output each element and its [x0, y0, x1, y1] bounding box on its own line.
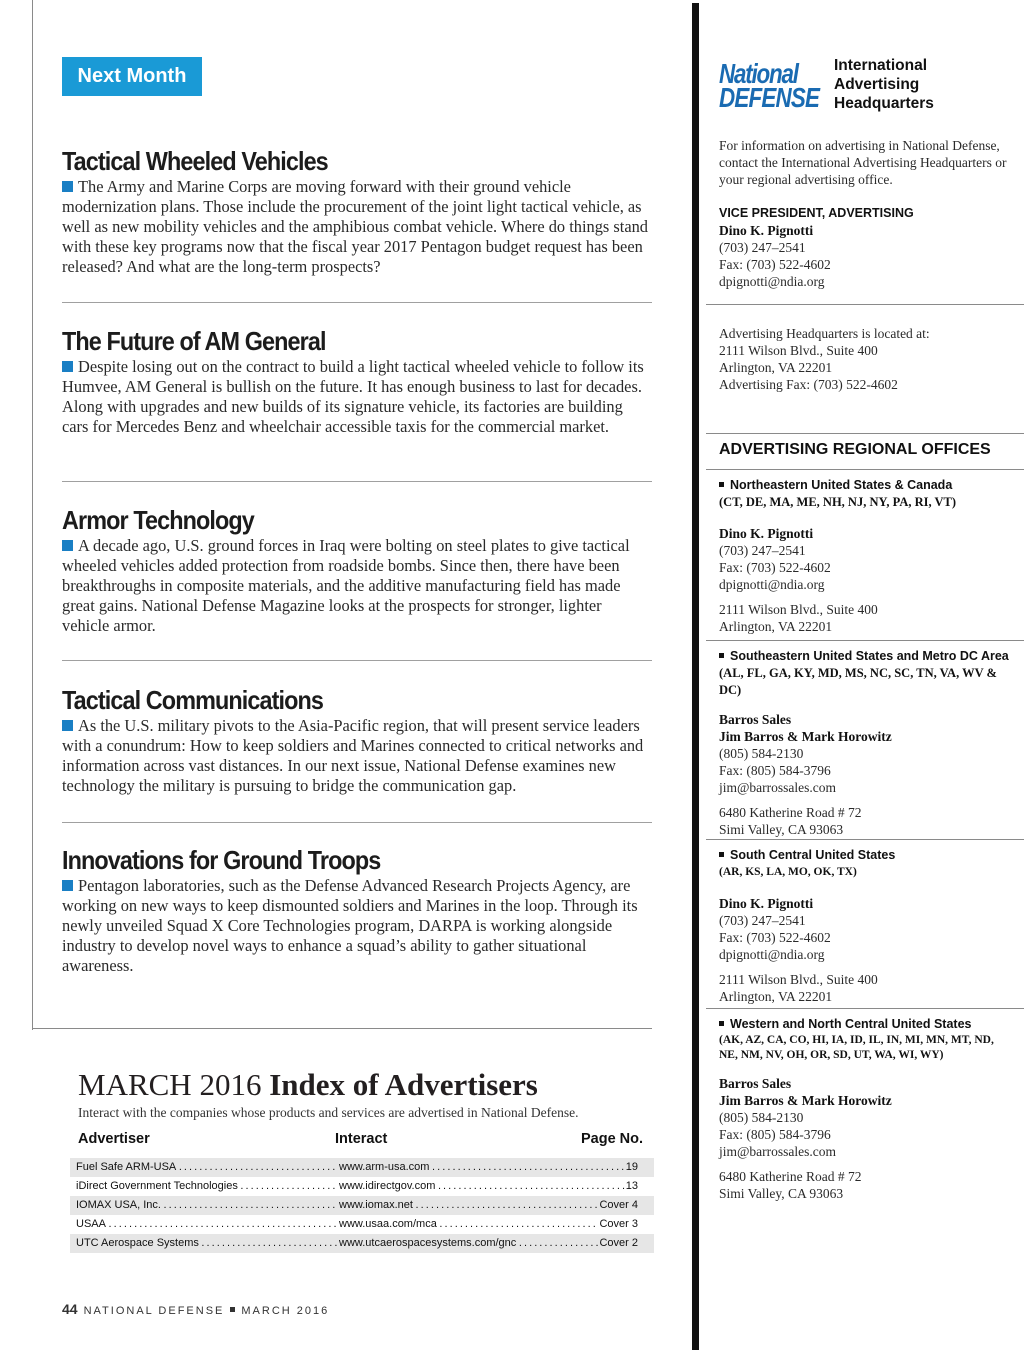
- article-armor-technology: [62, 505, 652, 636]
- advertiser-name: iDirect Government Technologies . . .: [76, 1177, 338, 1196]
- advertising-intro: For information on advertising in National Defense, contact the International Advertising Headquarters or your regional advertising office.: [719, 138, 1007, 187]
- folio-publication: NATIONAL DEFENSE: [83, 1305, 225, 1317]
- table-row: [70, 1177, 654, 1196]
- bullet-square-icon: [719, 852, 724, 857]
- article-body: A decade ago, U.S. ground forces in Iraq were bolting on steel plates to give tactical wheeled vehicles added protection from roadside bombs. Since then, there have been breakthroughs in composite materials, and the additive manufacturing field has made great gains. National Defense Magazine looks at the prospects for stronger, lighter vehicle armor.: [62, 536, 630, 635]
- region-email-link[interactable]: jim@barrossales.com: [719, 1144, 837, 1159]
- article-title: The Future of AM General: [62, 326, 326, 356]
- header-interact: Interact: [335, 1131, 388, 1147]
- bullet-square-icon: [719, 482, 724, 487]
- vp-email-link[interactable]: dpignotti@ndia.org: [719, 274, 825, 289]
- advertiser-link[interactable]: www.iomax.net . . .: [339, 1196, 637, 1215]
- index-title: MARCH 2016 Index of Advertisers: [78, 1067, 538, 1102]
- article-divider: [62, 660, 652, 661]
- sidebar-divider: [706, 469, 1024, 470]
- vp-contact: VICE PRESIDENT, ADVERTISING Dino K. Pignotti (703) 247–2541 Fax: (703) 522-4602 dpignotti@ndia.org: [719, 205, 1009, 290]
- bullet-square-icon: [62, 720, 73, 731]
- page-number: Cover 2: [598, 1234, 638, 1253]
- hq-heading: International Advertising Headquarters: [834, 57, 934, 112]
- region-email-link[interactable]: dpignotti@ndia.org: [719, 577, 825, 592]
- article-tactical-communications: [62, 685, 652, 796]
- page-folio: [62, 1301, 329, 1317]
- article-body: As the U.S. military pivots to the Asia-Pacific region, that will present service leaders with a conundrum: How to keep soldiers and Marines connected to critical networks and information across vast distances. In our next issue, National Defense examines new technology the military is pursuing to bridge the communication gap.: [62, 716, 644, 795]
- table-row: [70, 1234, 654, 1253]
- advertiser-link[interactable]: www.utcaerospacesystems.com/gnc . . .: [339, 1234, 637, 1253]
- page-number: Cover 3: [598, 1215, 638, 1234]
- sidebar-divider: [706, 433, 1024, 434]
- region-southeast: Southeastern United States and Metro DC Area (AL, FL, GA, KY, MD, MS, NC, SC, TN, VA, WV & DC) Barros Sales Jim Barros & Mark Horowitz (805) 584-2130 Fax: (805) 584-3796 jim@barrossales.com 6480 Katherine Road # 72 Simi Valley, CA 93063: [719, 649, 1009, 837]
- article-tactical-wheeled-vehicles: [62, 146, 652, 277]
- sidebar-divider: [706, 640, 1024, 641]
- region-northeast: Northeastern United States & Canada (CT, DE, MA, ME, NH, NJ, NY, PA, RI, VT) Dino K. Pignotti (703) 247–2541 Fax: (703) 522-4602 dpignotti@ndia.org 2111 Wilson Blvd., Suite 400 Arlington, VA 22201: [719, 477, 1009, 635]
- bullet-square-icon: [719, 653, 724, 658]
- header-page-no: Page No.: [581, 1131, 644, 1147]
- region-western: Western and North Central United States (AK, AZ, CA, CO, HI, IA, ID, IL, IN, MI, MN, MT, ND, NE, NM, NV, OH, OR, SD, UT, WA, WI, WY) Barros Sales Jim Barros & Mark Horowitz (805) 584-2130 Fax: (805) 584-3796 jim@barrossales.com 6480 Katherine Road # 72 Simi Valley, CA 93063: [719, 1016, 1009, 1202]
- article-divider: [62, 481, 652, 482]
- article-title: Armor Technology: [62, 505, 254, 535]
- bullet-square-icon: [62, 880, 73, 891]
- page-number: 13: [625, 1177, 638, 1196]
- advertiser-link[interactable]: www.usaa.com/mca . . .: [339, 1215, 637, 1234]
- page-number: Cover 4: [598, 1196, 638, 1215]
- header-advertiser: Advertiser: [78, 1131, 150, 1147]
- region-email-link[interactable]: jim@barrossales.com: [719, 780, 837, 795]
- folio-separator-icon: [230, 1307, 235, 1312]
- table-row: [70, 1158, 654, 1177]
- article-body: Despite losing out on the contract to build a light tactical wheeled vehicle to follow its Humvee, AM General is bullish on the future. It has enough business to last for decades. Along with upgrades and new builds of its signature vehicle, its factories are building cars for Mercedes Benz and wheelchair accessible taxis for the commercial market.: [62, 357, 644, 436]
- region-south-central: South Central United States (AR, KS, LA, MO, OK, TX) Dino K. Pignotti (703) 247–2541 Fax: (703) 522-4602 dpignotti@ndia.org 2111 Wilson Blvd., Suite 400 Arlington, VA 22201: [719, 847, 1009, 1005]
- article-title: Innovations for Ground Troops: [62, 845, 381, 875]
- folio-issue: MARCH 2016: [241, 1305, 330, 1317]
- regional-offices-title: ADVERTISING REGIONAL OFFICES: [719, 441, 991, 458]
- article-future-of-am-general: [62, 326, 652, 437]
- index-divider: [32, 1028, 652, 1029]
- table-row: [70, 1215, 654, 1234]
- index-subtitle: Interact with the companies whose products and services are advertised in National Defense.: [78, 1105, 579, 1120]
- article-title: Tactical Wheeled Vehicles: [62, 146, 328, 176]
- advertiser-name: USAA . . .: [76, 1215, 338, 1234]
- article-body: Pentagon laboratories, such as the Defense Advanced Research Projects Agency, are working on new ways to keep dismounted soldiers and Marines in the loop. Through its newly unveiled Squad X Core Technologies program, DARPA is working alongside industry to develop novel ways to enhance a squad’s ability to gather situational awareness.: [62, 876, 638, 975]
- sidebar-divider: [706, 1008, 1024, 1009]
- page-number: 19: [625, 1158, 638, 1177]
- hq-address: Advertising Headquarters is located at: 2111 Wilson Blvd., Suite 400 Arlington, VA 22201 Advertising Fax: (703) 522-4602: [719, 326, 930, 392]
- article-body: The Army and Marine Corps are moving forward with their ground vehicle modernization plans. Those include the procurement of the joint light tactical vehicle, as well as new mobility vehicles and the amphibious combat vehicle. Where do things stand with these key programs now that the fiscal year 2017 Pentagon budget request has been released? And what are the long-term prospects?: [62, 177, 648, 276]
- article-divider: [62, 302, 652, 303]
- advertiser-name: UTC Aerospace Systems . . .: [76, 1234, 338, 1253]
- advertiser-name: Fuel Safe ARM-USA . . .: [76, 1158, 338, 1177]
- left-column-rule: [32, 0, 33, 1030]
- advertiser-table: [70, 1158, 654, 1253]
- advertiser-link[interactable]: www.idirectgov.com . . .: [339, 1177, 637, 1196]
- table-row: [70, 1196, 654, 1215]
- region-email-link[interactable]: dpignotti@ndia.org: [719, 947, 825, 962]
- bullet-square-icon: [62, 540, 73, 551]
- bullet-square-icon: [719, 1021, 724, 1026]
- article-title: Tactical Communications: [62, 685, 324, 715]
- column-gutter-bar: [692, 3, 699, 1350]
- folio-page-number: 44: [62, 1301, 78, 1317]
- sidebar-divider: [706, 839, 1024, 840]
- national-defense-logo: National DEFENSE: [719, 58, 820, 113]
- next-month-label: Next Month: [62, 57, 202, 96]
- article-divider: [62, 822, 652, 823]
- advertiser-link[interactable]: www.arm-usa.com . . .: [339, 1158, 637, 1177]
- article-innovations-ground-troops: [62, 845, 652, 976]
- advertiser-name: IOMAX USA, Inc. . . .: [76, 1196, 338, 1215]
- sidebar-divider: [706, 304, 1024, 305]
- bullet-square-icon: [62, 181, 73, 192]
- bullet-square-icon: [62, 361, 73, 372]
